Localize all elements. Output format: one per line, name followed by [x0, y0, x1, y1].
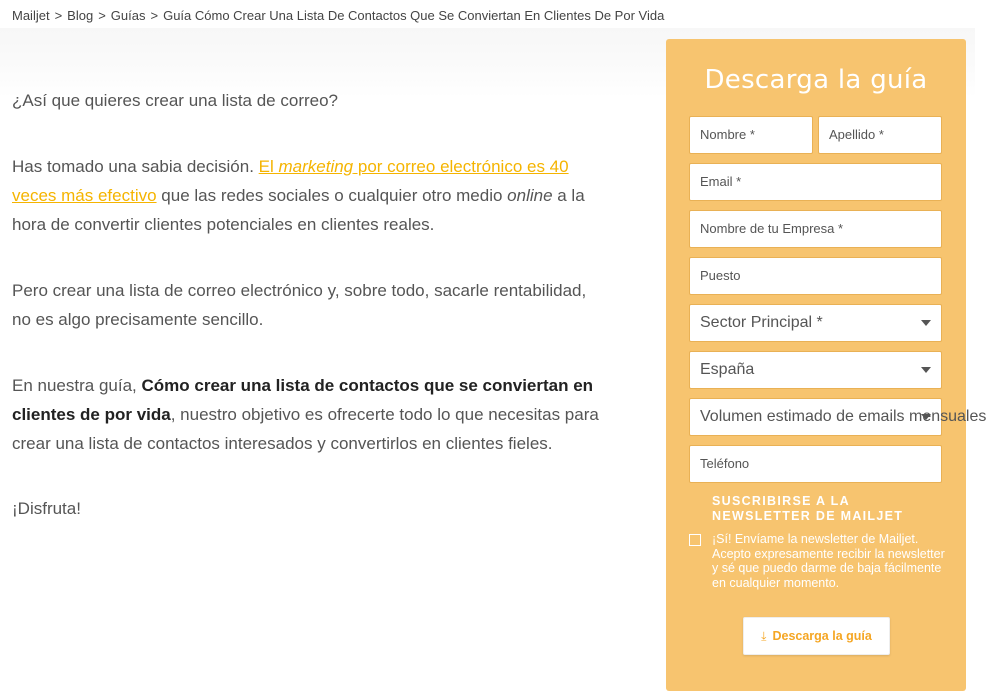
download-guide-button[interactable] [743, 617, 890, 655]
download-icon: ⤓ [761, 629, 767, 643]
breadcrumb-separator: > [54, 8, 63, 23]
empresa-input[interactable] [700, 221, 931, 236]
pais-select[interactable] [689, 351, 942, 389]
pais-select-value: España [700, 361, 755, 378]
text: Has tomado una sabia decisión. [12, 157, 259, 176]
text: a la hora de convertir clientes potenciales en clientes reales. [12, 186, 585, 234]
article-paragraph-guide: En nuestra guía, Cómo crear una lista de contactos que se conviertan en clientes de por vida, nuestro objetivo es ofrecerte todo lo que necesitas para crear una lista de contactos interesados y convertirlos en clientes fieles. [12, 376, 599, 453]
breadcrumb-blog[interactable]: Blog [67, 8, 94, 23]
download-form-panel [666, 39, 986, 691]
breadcrumb [12, 8, 664, 23]
apellido-field[interactable] [818, 116, 942, 154]
guide-title: Cómo crear una lista de contactos que se conviertan en clientes de por vida [12, 376, 594, 424]
download-guide-label: Descarga la guía [772, 629, 872, 643]
email-input[interactable] [700, 174, 931, 189]
nombre-field[interactable] [689, 116, 813, 154]
newsletter-consent-text: ¡Sí! Envíame la newsletter de Mailjet. Acepto expresamente recibir la newsletter y sé que puedo darme de baja fácilmente en cualquier momento. [712, 532, 945, 590]
empresa-field[interactable] [689, 210, 942, 248]
form-title: Descarga la guía [704, 65, 928, 95]
article-paragraph-enjoy: ¡Disfruta! [12, 499, 81, 518]
article-paragraph-intro: ¿Así que quieres crear una lista de correo? [12, 91, 339, 110]
chevron-down-icon [921, 320, 931, 326]
marketing-stat-link[interactable]: El marketing por correo electrónico es 40 veces más efectivo [12, 157, 569, 205]
newsletter-checkbox[interactable] [689, 534, 701, 546]
text-emphasis: online [507, 186, 553, 205]
breadcrumb-guias[interactable]: Guías [110, 8, 146, 23]
sector-select-value: Sector Principal * [700, 314, 823, 331]
sector-select[interactable] [689, 304, 942, 342]
volumen-select-value: Volumen estimado de emails mensuales [700, 408, 986, 425]
text: que las redes sociales o cualquier otro medio [156, 186, 508, 205]
apellido-input[interactable] [829, 127, 931, 142]
newsletter-heading: SUSCRIBIRSE A LA NEWSLETTER DE MAILJET [712, 494, 904, 523]
chevron-down-icon [921, 367, 931, 373]
puesto-input[interactable] [700, 268, 931, 283]
breadcrumb-mailjet[interactable]: Mailjet [12, 8, 50, 23]
telefono-field[interactable] [689, 445, 942, 483]
telefono-input[interactable] [700, 456, 931, 471]
email-field[interactable] [689, 163, 942, 201]
breadcrumb-separator: > [98, 8, 106, 23]
chevron-down-icon [921, 414, 931, 420]
puesto-field[interactable] [689, 257, 942, 295]
breadcrumb-separator: > [150, 8, 159, 23]
nombre-input[interactable] [700, 127, 802, 142]
breadcrumb-current: Guía Cómo Crear Una Lista De Contactos Que Se Conviertan En Clientes De Por Vida [163, 8, 665, 23]
article-paragraph-decision [12, 152, 602, 239]
article-paragraph-challenge: Pero crear una lista de correo electrónico y, sobre todo, sacarle rentabilidad, no es algo precisamente sencillo. [12, 281, 587, 329]
volumen-select[interactable] [689, 398, 986, 436]
